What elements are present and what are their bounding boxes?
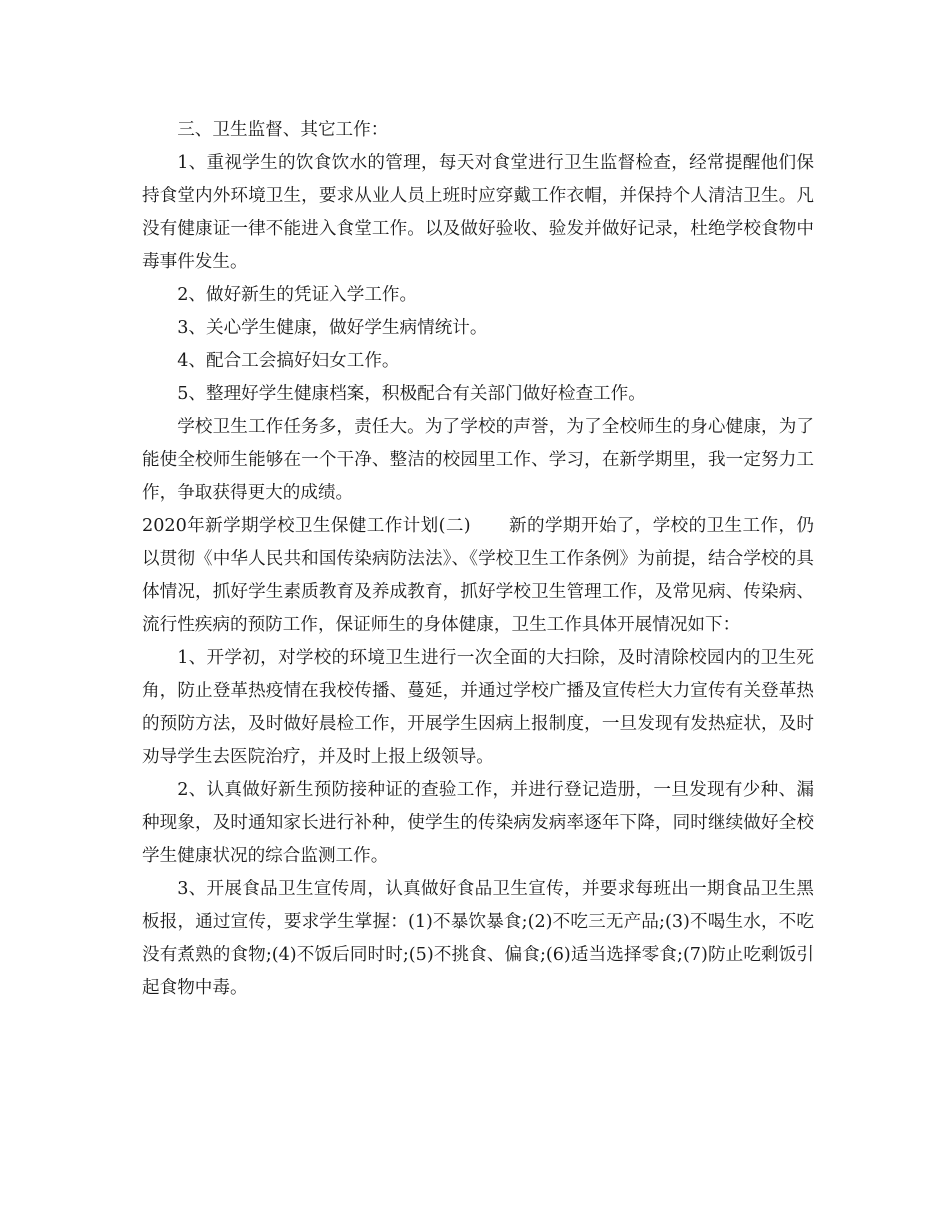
paragraph: 4、配合工会搞好妇女工作。 (177, 351, 400, 371)
section-paragraph (142, 510, 814, 642)
list-item: 3、开展食品卫生宣传周，认真做好食品卫生宣传，并要求每班出一期食品卫生黑板报，通过宣传，要求学生掌握：(1)不暴饮暴食;(2)不吃三无产品;(3)不喝生水，不吃没有煮熟的食物;(4)不饭后同时时;(5)不挑食、偏食;(6)适当选择零食;(7)防止吃剩饭引起食物中毒。 (142, 879, 814, 998)
paragraph: 5、整理好学生健康档案，积极配合有关部门做好检查工作。 (177, 384, 646, 404)
paragraph: 2、做好新生的凭证入学工作。 (177, 285, 418, 305)
paragraph: 1、重视学生的饮食饮水的管理，每天对食堂进行卫生监督检查，经常提醒他们保持食堂内外环境卫生，要求从业人员上班时应穿戴工作衣帽，并保持个人清洁卫生。凡没有健康证一律不能进入食堂工作。以及做好验收、验发并做好记录，杜绝学校食物中毒事件发生。 (142, 153, 814, 272)
paragraph: 3、关心学生健康，做好学生病情统计。 (177, 318, 488, 338)
paragraph: 学校卫生工作任务多，责任大。为了学校的声誉，为了全校师生的身心健康，为了能使全校师生能够在一个干净、整洁的校园里工作、学习，在新学期里，我一定努力工作，争取获得更大的成绩。 (142, 417, 814, 503)
document-body (142, 114, 814, 1005)
list-item: 2、认真做好新生预防接种证的查验工作，并进行登记造册，一旦发现有少种、漏种现象，及时通知家长进行补种，使学生的传染病发病率逐年下降，同时继续做好全校学生健康状况的综合监测工作。 (142, 780, 814, 866)
section-intro: 新的学期开始了，学校的卫生工作，仍以贯彻《中华人民共和国传染病防法法》、《学校卫生工作条例》为前提，结合学校的具体情况，抓好学生素质教育及养成教育，抓好学校卫生管理工作，及常见病、传染病、流行性疾病的预防工作，保证师生的身体健康，卫生工作具体开展情况如下： (142, 516, 814, 635)
section-heading: 三、卫生监督、其它工作： (177, 120, 389, 140)
section-title: 2020年新学期学校卫生保健工作计划(二) (142, 516, 471, 536)
list-item: 1、开学初，对学校的环境卫生进行一次全面的大扫除，及时清除校园内的卫生死角，防止登革热疫情在我校传播、蔓延，并通过学校广播及宣传栏大力宣传有关登革热的预防方法，及时做好晨检工作，开展学生因病上报制度，一旦发现有发热症状，及时劝导学生去医院治疗，并及时上报上级领导。 (142, 648, 814, 767)
